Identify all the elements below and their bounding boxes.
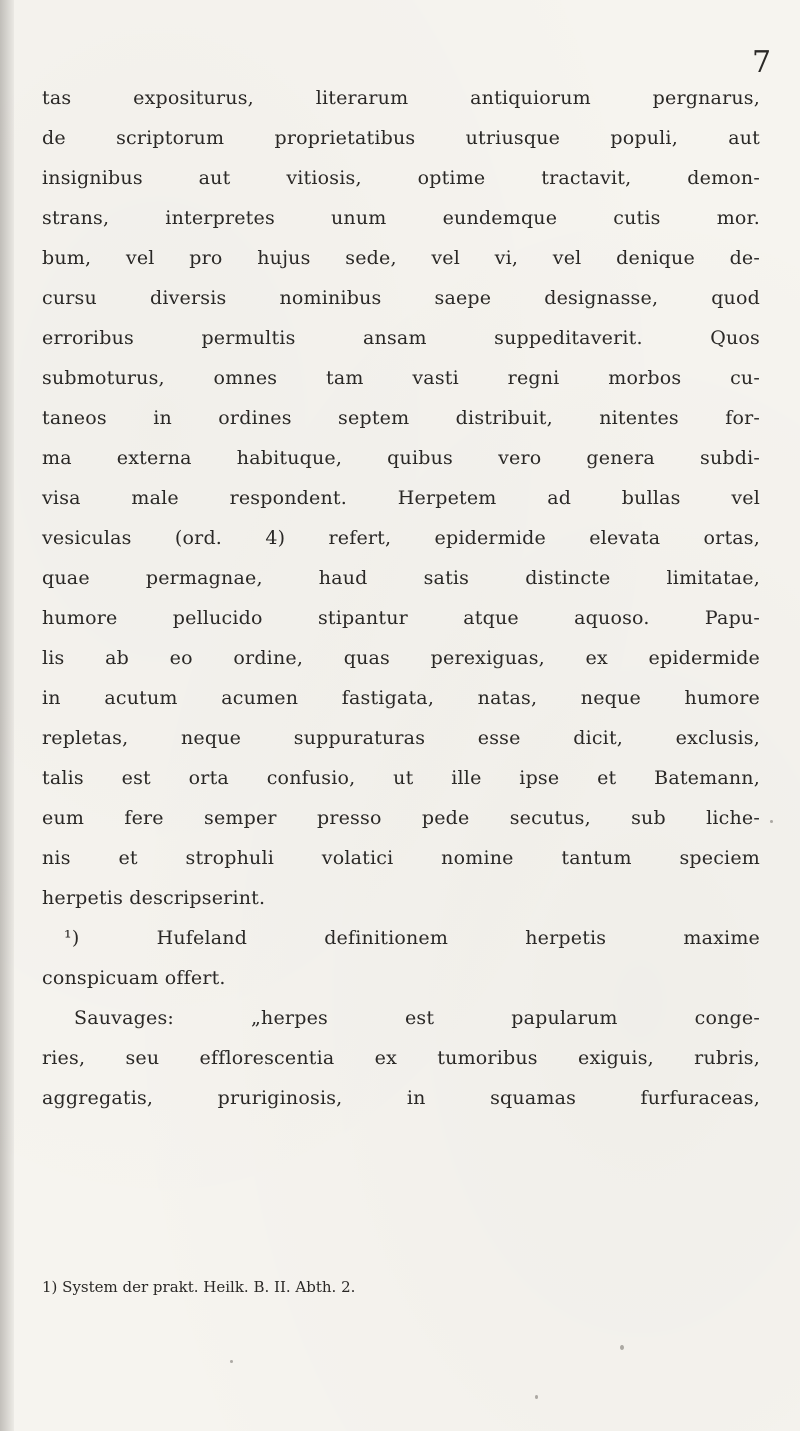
text-line: talis est orta confusio, ut ille ipse et Batemann,: [42, 767, 760, 789]
text-line: humore pellucido stipantur atque aquoso. Papu-: [42, 607, 760, 629]
paragraph-sauvages-line: Sauvages: „herpes est papularum conge-: [74, 1007, 760, 1029]
text-line: lis ab eo ordine, quas perexiguas, ex epidermide: [42, 647, 760, 669]
paragraph-hufeland-line: ¹) Hufeland definitionem herpetis maxime: [64, 927, 760, 949]
text-line: strans, interpretes unum eundemque cutis mor.: [42, 207, 760, 229]
scan-speck: [535, 1395, 538, 1399]
text-line: cursu diversis nominibus saepe designasse, quod: [42, 287, 760, 309]
scan-speck: [770, 820, 773, 823]
text-line: quae permagnae, haud satis distincte limitatae,: [42, 567, 760, 589]
body-text: [42, 78, 760, 1118]
paragraph-hufeland-line: conspicuam offert.: [42, 967, 226, 989]
text-line: nis et strophuli volatici nomine tantum speciem: [42, 847, 760, 869]
footnote: 1) System der prakt. Heilk. B. II. Abth. 2.: [42, 1278, 356, 1296]
text-line: submoturus, omnes tam vasti regni morbos cu-: [42, 367, 760, 389]
text-line: repletas, neque suppuraturas esse dicit, exclusis,: [42, 727, 760, 749]
paragraph-sauvages-line: ries, seu efflorescentia ex tumoribus exiguis, rubris,: [42, 1047, 760, 1069]
text-line: tas expositurus, literarum antiquiorum pergnarus,: [42, 87, 760, 109]
paragraph-sauvages-line: aggregatis, pruriginosis, in squamas furfuraceas,: [42, 1087, 760, 1109]
text-line: de scriptorum proprietatibus utriusque populi, aut: [42, 127, 760, 149]
text-line: in acutum acumen fastigata, natas, neque humore: [42, 687, 760, 709]
text-line: taneos in ordines septem distribuit, nitentes for-: [42, 407, 760, 429]
text-line: herpetis descripserint.: [42, 887, 266, 909]
text-line: vesiculas (ord. 4) refert, epidermide elevata ortas,: [42, 527, 760, 549]
text-line: visa male respondent. Herpetem ad bullas vel: [42, 487, 760, 509]
text-line: eum fere semper presso pede secutus, sub liche-: [42, 807, 760, 829]
text-line: bum, vel pro hujus sede, vel vi, vel denique de-: [42, 247, 760, 269]
scan-speck: [230, 1360, 233, 1363]
page-binding-edge: [0, 0, 14, 1431]
page-number: 7: [752, 45, 772, 80]
text-line: erroribus permultis ansam suppeditaverit. Quos: [42, 327, 760, 349]
scan-speck: [620, 1345, 624, 1350]
text-line: ma externa habituque, quibus vero genera subdi-: [42, 447, 760, 469]
text-line: insignibus aut vitiosis, optime tractavit, demon-: [42, 167, 760, 189]
